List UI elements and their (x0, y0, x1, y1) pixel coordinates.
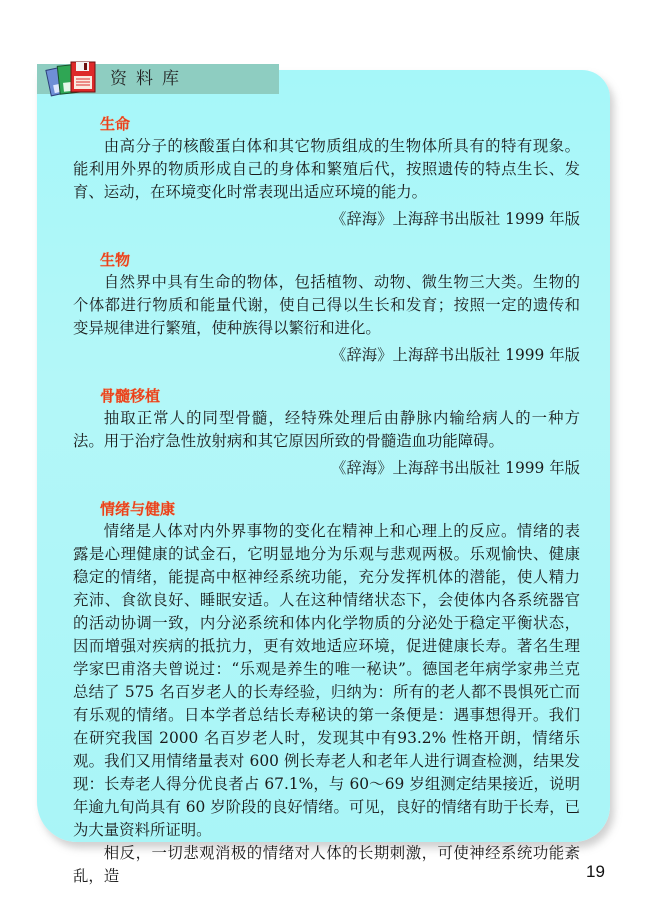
entry-emotion-and-health (73, 498, 580, 888)
article-content (73, 113, 580, 900)
entry-body: 抽取正常人的同型骨髓，经特殊处理后由静脉内输给病人的一种方法。用于治疗急性放射病和其它原因所致的骨髓造血功能障碍。 (73, 409, 580, 450)
floppy-disks-icon (45, 60, 105, 100)
entry-body: 由高分子的核酸蛋白体和其它物质组成的生物体所具有的特有现象。能利用外界的物质形成自己的身体和繁殖后代，按照遗传的特点生长、发育、运动，在环境变化时常表现出适应环境的能力。 (73, 137, 580, 201)
entry-bone-marrow-transplant (73, 385, 580, 480)
entry-citation: 《辞海》上海辞书出版社 1999 年版 (330, 459, 580, 477)
entry-body: 相反，一切悲观消极的情绪对人体的长期刺激，可使神经系统功能紊乱，造 (73, 844, 580, 885)
entry-citation: 《辞海》上海辞书出版社 1999 年版 (330, 346, 580, 364)
entry-heading: 情绪与健康 (100, 500, 176, 518)
entry-organism (73, 249, 580, 367)
entry-body: 情绪是人体对内外界事物的变化在精神上和心理上的反应。情绪的表露是心理健康的试金石，它明显地分为乐观与悲观两极。乐观愉快、健康稳定的情绪，能提高中枢神经系统功能，充分发挥机体的潜能，使人精力充沛、食欲良好、睡眠安适。人在这种情绪状态下，会使体内各系统器官的活动协调一致，内分泌系统和体内化学物质的分泌处于稳定平衡状态，因而增强对疾病的抵抗力，更有效地适应环境，促进健康长寿。著名生理学家巴甫洛夫曾说过：“乐观是养生的唯一秘诀”。德国老年病学家弗兰克总结了 575 名百岁老人的长寿经验，归纳为：所有的老人都不畏惧死亡而有乐观的情绪。日本学者总结长寿秘诀的第一条便是：遇事想得开。我们在研究我国 2000 名百岁老人时，发现其中有93.2% 性格开朗，情绪乐观。我们又用情绪量表对 600 例长寿老人和老年人进行调查检测，结果发现：长寿老人得分优良者占 67.1%，与 60～69 岁组测定结果接近，说明年逾九旬尚具有 60 岁阶段的良好情绪。可见，良好的情绪有助于长寿，已为大量资料所证明。 (73, 522, 580, 839)
entry-heading: 生物 (100, 251, 131, 269)
section-title: 资料库 (110, 69, 188, 89)
page-number: 19 (586, 862, 605, 881)
entry-heading: 骨髓移植 (100, 387, 161, 405)
entry-body: 自然界中具有生命的物体，包括植物、动物、微生物三大类。生物的个体都进行物质和能量代谢，使自己得以生长和发育；按照一定的遗传和变异规律进行繁殖，使种族得以繁衍和进化。 (73, 273, 580, 337)
entry-citation: 《辞海》上海辞书出版社 1999 年版 (330, 210, 580, 228)
entry-life (73, 113, 580, 231)
entry-heading: 生命 (100, 115, 131, 133)
